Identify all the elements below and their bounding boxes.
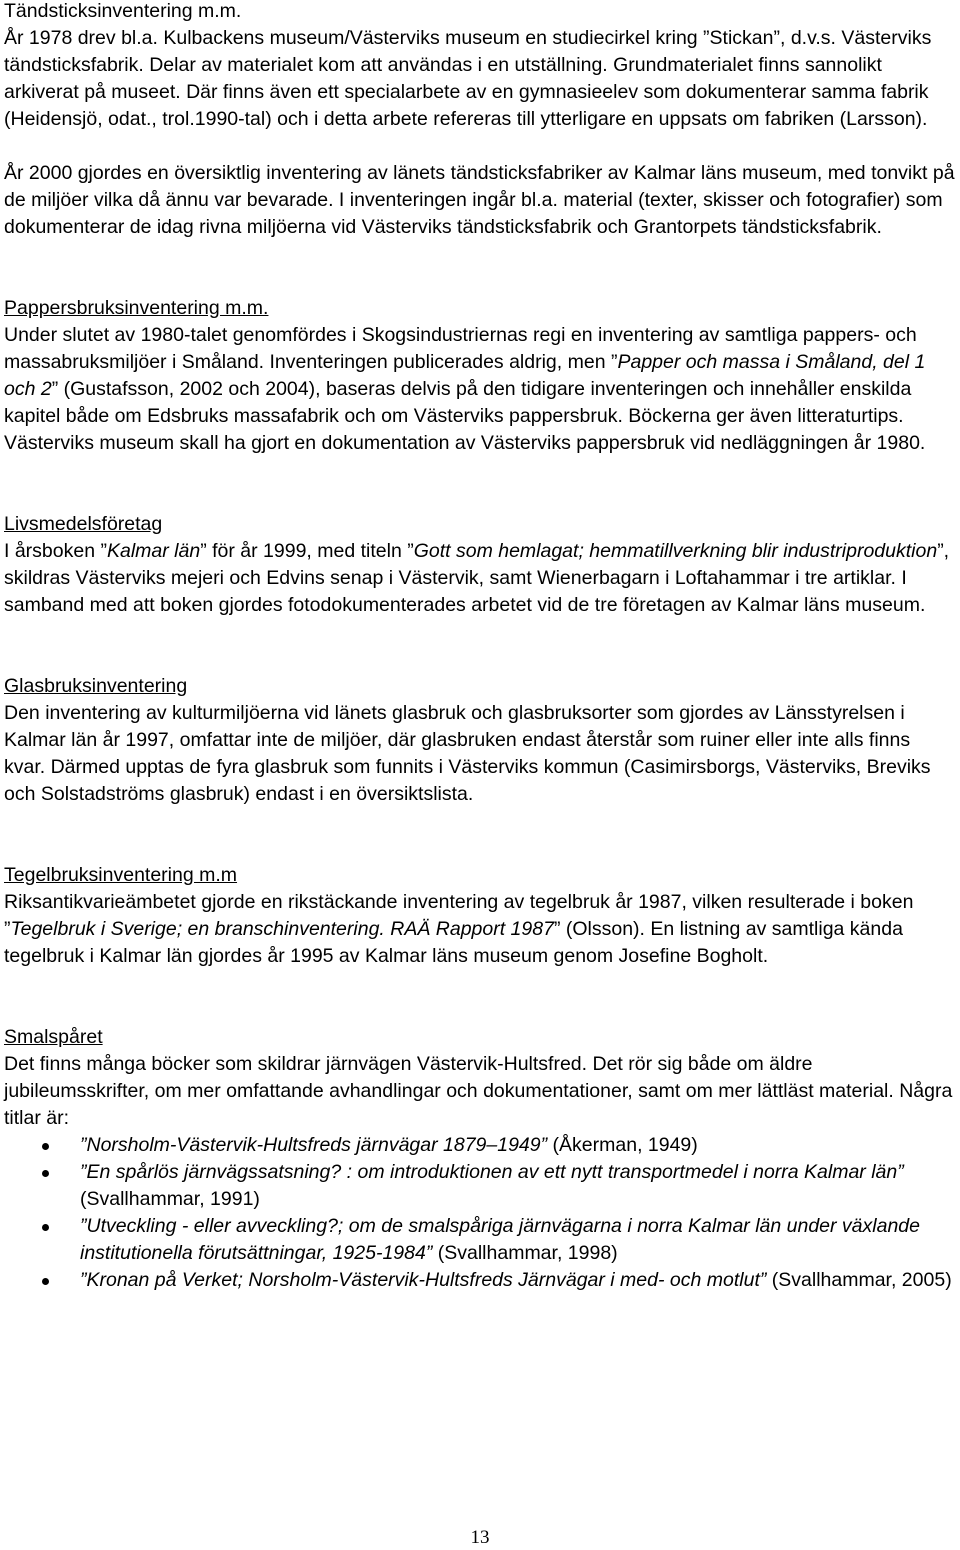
page-number: 13 [470, 1527, 490, 1548]
citation: (Svallhammar, 2005) [766, 1269, 952, 1291]
section-heading: Tegelbruksinventering m.m [4, 864, 238, 886]
book-title: Kalmar län [106, 540, 201, 562]
book-list [4, 1132, 956, 1294]
section-tegelbruksinventering [4, 862, 956, 970]
bullet-icon [42, 1278, 49, 1285]
paragraph: Det finns många böcker som skildrar järnvägen Västervik-Hultsfred. Det rör sig både om äldre jubileumsskrifter, om mer omfattande avhandlingar och dokumentationer, samt om mer lättläst material. Några titlar är: [4, 1053, 953, 1129]
citation: (Åkerman, 1949) [547, 1134, 698, 1156]
bullet-icon [42, 1224, 49, 1231]
section-glasbruksinventering [4, 673, 956, 808]
paragraph: Under slutet av 1980-talet genomfördes i Skogsindustriernas regi en inventering av samtliga pappers- och massabruksmiljöer i Småland. Inventeringen publicerades aldrig, men ”Papper och massa i Småland, del 1 och 2” (Gustafsson, 2002 och 2004), baseras delvis på den tidigare inventeringen och innehåller enskilda kapitel både om Edsbruks massafabrik och om Västerviks pappersbruk. Böckerna ger även litteraturtips. Västerviks museum skall ha gjort en dokumentation av Västerviks pappersbruk vid nedläggningen år 1980. [4, 324, 926, 454]
book-title: ”Norsholm-Västervik-Hultsfreds järnvägar 1879–1949” [80, 1134, 548, 1156]
citation: (Svallhammar, 1998) [432, 1242, 618, 1264]
section-heading: Glasbruksinventering [4, 675, 188, 697]
paragraph: År 1978 drev bl.a. Kulbackens museum/Västerviks museum en studiecirkel kring ”Stickan”, d.v.s. Västerviks tändsticksfabrik. Delar av materialet kom att användas i en utställning. Grundmaterialet finns sannolikt arkiverat på museet. Där finns även ett specialarbete av en gymnasieelev som dokumenterar samma fabrik (Heidensjö, odat., trol.1990-tal) och i detta arbete refereras till ytterligare en uppsats om fabriken (Larsson). [4, 27, 932, 130]
book-title: ”Utveckling - eller avveckling?; om de smalspåriga järnvägarna i norra Kalmar län under växlande institutionella förutsättningar, 1925-1984” [80, 1215, 920, 1264]
list-item [4, 1159, 956, 1213]
paragraph: Riksantikvarieämbetet gjorde en rikstäckande inventering av tegelbruk år 1987, vilken resulterade i boken ”Tegelbruk i Sverige; en branschinventering. RAÄ Rapport 1987” (Olsson). En listning av samtliga kända tegelbruk i Kalmar län gjordes år 1995 av Kalmar läns museum genom Josefine Bogholt. [4, 891, 914, 967]
list-item [4, 1267, 956, 1294]
paragraph: År 2000 gjordes en översiktlig inventering av länets tändsticksfabriker av Kalmar läns museum, med tonvikt på de miljöer vilka då ännu var bevarade. I inventeringen ingår bl.a. material (texter, skisser och fotografier) som dokumenterar de idag rivna miljöerna vid Västerviks tändsticksfabrik och Grantorpets tändsticksfabrik. [4, 162, 955, 238]
paragraph: I årsboken ”Kalmar län” för år 1999, med titeln ”Gott som hemlagat; hemmatillverkning blir industriproduktion”, skildras Västerviks mejeri och Edvins senap i Västervik, samt Wienerbagarn i Loftahammar i tre artiklar. I samband med att boken gjordes fotodokumenterades arbetet vid de tre företagen av Kalmar läns museum. [4, 540, 950, 616]
bullet-icon [42, 1143, 49, 1150]
book-title: ”Kronan på Verket; Norsholm-Västervik-Hultsfreds Järnvägar i med- och motlut” [80, 1269, 767, 1291]
section-heading: Smalspåret [4, 1026, 103, 1048]
list-item [4, 1213, 956, 1267]
bullet-icon [42, 1170, 49, 1177]
book-title: ”En spårlös järnvägssatsning? : om introduktionen av ett nytt transportmedel i norra Kalmar län” [80, 1161, 904, 1183]
paragraph: Den inventering av kulturmiljöerna vid länets glasbruk och glasbruksorter som gjordes av Länsstyrelsen i Kalmar län år 1997, omfattar inte de miljöer, där glasbruken endast återstår som ruiner eller inte alls finns kvar. Därmed upptas de fyra glasbruk som funnits i Västerviks kommun (Casimirsborgs, Västerviks, Breviks och Solstadströms glasbruk) endast i en översiktslista. [4, 702, 931, 805]
section-heading: Tändsticksinventering m.m. [4, 0, 242, 22]
section-smalsparet [4, 1024, 956, 1294]
section-pappersbruksinventering [4, 295, 956, 457]
section-heading: Livsmedelsföretag [4, 513, 163, 535]
section-heading: Pappersbruksinventering m.m. [4, 297, 269, 319]
list-item [4, 1132, 956, 1159]
section-tandsticksinventering [4, 0, 956, 241]
section-livsmedelsforetag [4, 511, 956, 619]
citation: (Svallhammar, 1991) [80, 1188, 260, 1210]
book-title: Gott som hemlagat; hemmatillverkning blir industriproduktion [413, 540, 938, 562]
book-title: Tegelbruk i Sverige; en branschinventering. RAÄ Rapport 1987 [10, 918, 554, 940]
book-title: Papper och massa i Småland, del 1 och 2 [4, 351, 926, 400]
